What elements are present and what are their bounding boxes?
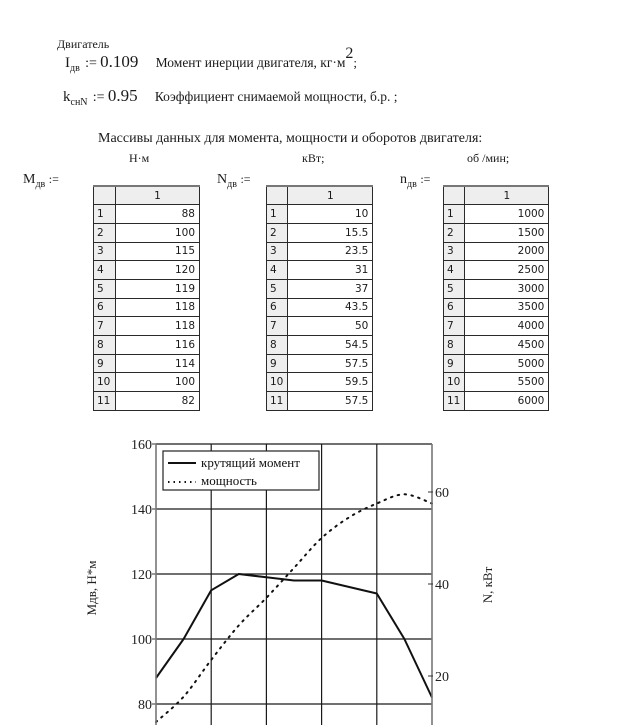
y-tick-label: 80: [138, 698, 152, 713]
y-right-tick-label: 20: [435, 670, 449, 685]
matrix-row-index: 10: [267, 373, 288, 392]
matrix-row-index: 9: [444, 354, 465, 373]
matrix-row-index: 7: [444, 317, 465, 336]
assign-operator: :=: [420, 172, 431, 186]
matrix-cell[interactable]: 37: [288, 279, 373, 298]
matrix-cell[interactable]: 3000: [465, 279, 549, 298]
matrix-row-index: 6: [94, 298, 116, 317]
chart-series: [156, 494, 432, 722]
matrix-row-index: 11: [444, 392, 465, 411]
assign-operator: :=: [85, 56, 97, 71]
matrix-col-header: 1: [116, 186, 200, 205]
param-sub: дв: [70, 63, 80, 74]
matrix-cell[interactable]: 2500: [465, 261, 549, 280]
param-var: k: [63, 89, 71, 105]
matrix-cell[interactable]: 1000: [465, 205, 549, 224]
matrix-row-index: 1: [267, 205, 288, 224]
matrix-row-index: 1: [94, 205, 116, 224]
matrix-cell[interactable]: 119: [116, 279, 200, 298]
matrix-row-index: 5: [444, 279, 465, 298]
array-var: n: [400, 172, 407, 187]
y-tick-label: 120: [131, 568, 152, 583]
matrix-row-index: 11: [267, 392, 288, 411]
torque-line: [156, 574, 432, 698]
array-sub: дв: [407, 179, 417, 190]
y-tick-label: 160: [131, 438, 152, 453]
matrix-cell[interactable]: 15.5: [288, 223, 373, 242]
arrays-caption: Массивы данных для момента, мощности и оборотов двигателя:: [98, 131, 483, 146]
matrix-col-header: 1: [288, 186, 373, 205]
matrix-cell[interactable]: 88: [116, 205, 200, 224]
matrix-cell[interactable]: 57.5: [288, 392, 373, 411]
param-desc-sup: 2: [345, 45, 354, 62]
matrix-row-index: 2: [444, 223, 465, 242]
matrix-cell[interactable]: 59.5: [288, 373, 373, 392]
array-var: N: [217, 172, 228, 187]
assign-operator: :=: [92, 90, 105, 105]
matrix-cell[interactable]: 57.5: [288, 354, 373, 373]
matrix-cell[interactable]: 100: [116, 373, 200, 392]
matrix-row-index: 8: [267, 336, 288, 355]
matrix-cell[interactable]: 5000: [465, 354, 549, 373]
power-line: [156, 494, 432, 722]
matrix-cell[interactable]: 10: [288, 205, 373, 224]
matrix-cell[interactable]: 120: [116, 261, 200, 280]
matrix-row-index: 1: [444, 205, 465, 224]
matrix-cell[interactable]: 100: [116, 223, 200, 242]
matrix-cell[interactable]: 118: [116, 298, 200, 317]
matrix-row-index: 8: [94, 336, 116, 355]
matrix-row-index: 7: [267, 317, 288, 336]
matrix-row-index: 5: [94, 279, 116, 298]
matrix-cell[interactable]: 50: [288, 317, 373, 336]
chart-legend: [163, 451, 319, 490]
matrix-row-index: 4: [267, 261, 288, 280]
y-axis-label-left: Мдв, Н*м: [84, 560, 99, 616]
matrix-row-index: 5: [267, 279, 288, 298]
matrix-row-index: 8: [444, 336, 465, 355]
matrix-cell[interactable]: 4500: [465, 336, 549, 355]
unit-torque: Н·м: [129, 151, 150, 165]
param-value[interactable]: 0.109: [100, 52, 139, 71]
matrix-cell[interactable]: 4000: [465, 317, 549, 336]
matrix-row-index: 3: [267, 242, 288, 261]
matrix-cell[interactable]: 115: [116, 242, 200, 261]
y-tick-label: 140: [131, 503, 152, 518]
section-title: Двигатель: [57, 37, 110, 51]
matrix-cell[interactable]: 5500: [465, 373, 549, 392]
matrix-row-index: 10: [94, 373, 116, 392]
param-var: I: [65, 55, 70, 71]
assign-operator: :=: [48, 172, 59, 186]
matrix-cell[interactable]: 118: [116, 317, 200, 336]
matrix-row-index: 2: [267, 223, 288, 242]
array-var: M: [23, 172, 36, 187]
unit-power: кВт;: [302, 151, 325, 165]
param-desc: Коэффициент снимаемой мощности, б.р. ;: [154, 89, 398, 104]
matrix-row-index: 3: [94, 242, 116, 261]
matrix-cell[interactable]: 1500: [465, 223, 549, 242]
matrix-cell[interactable]: 23.5: [288, 242, 373, 261]
matrix-row-index: 6: [267, 298, 288, 317]
unit-rpm: об /мин;: [467, 151, 510, 165]
matrix-cell[interactable]: 114: [116, 354, 200, 373]
y-axis-label-right: N, кВт: [480, 566, 495, 604]
matrix-row-index: 9: [267, 354, 288, 373]
array-sub: дв: [227, 179, 237, 190]
param-desc-tail: ;: [353, 55, 358, 70]
matrix-row-index: 4: [94, 261, 116, 280]
matrix-row-index: 10: [444, 373, 465, 392]
matrix-col-header: 1: [465, 186, 549, 205]
matrix-cell[interactable]: 6000: [465, 392, 549, 411]
y-tick-label: 100: [131, 633, 152, 648]
param-value[interactable]: 0.95: [107, 86, 138, 105]
matrix-cell[interactable]: 3500: [465, 298, 549, 317]
matrix-row-index: 3: [444, 242, 465, 261]
matrix-cell[interactable]: 54.5: [288, 336, 373, 355]
matrix-cell[interactable]: 82: [116, 392, 200, 411]
assign-operator: :=: [240, 172, 251, 186]
matrix-row-index: 9: [94, 354, 116, 373]
matrix-row-index: 6: [444, 298, 465, 317]
matrix-row-index: 4: [444, 261, 465, 280]
legend-label-power: мощность: [201, 473, 257, 488]
y-right-tick-label: 40: [435, 578, 449, 593]
array-sub: дв: [35, 179, 46, 190]
matrix-row-index: 2: [94, 223, 116, 242]
param-desc: Момент инерции двигателя, кг·м: [155, 55, 346, 70]
param-sub: снN: [70, 97, 88, 108]
matrix-row-index: 7: [94, 317, 116, 336]
matrix-row-index: 11: [94, 392, 116, 411]
matrix-cell[interactable]: 31: [288, 261, 373, 280]
y-right-tick-label: 60: [435, 486, 449, 501]
matrix-cell[interactable]: 43.5: [288, 298, 373, 317]
matrix-cell[interactable]: 116: [116, 336, 200, 355]
matrix-cell[interactable]: 2000: [465, 242, 549, 261]
legend-label-torque: крутящий момент: [201, 455, 300, 470]
